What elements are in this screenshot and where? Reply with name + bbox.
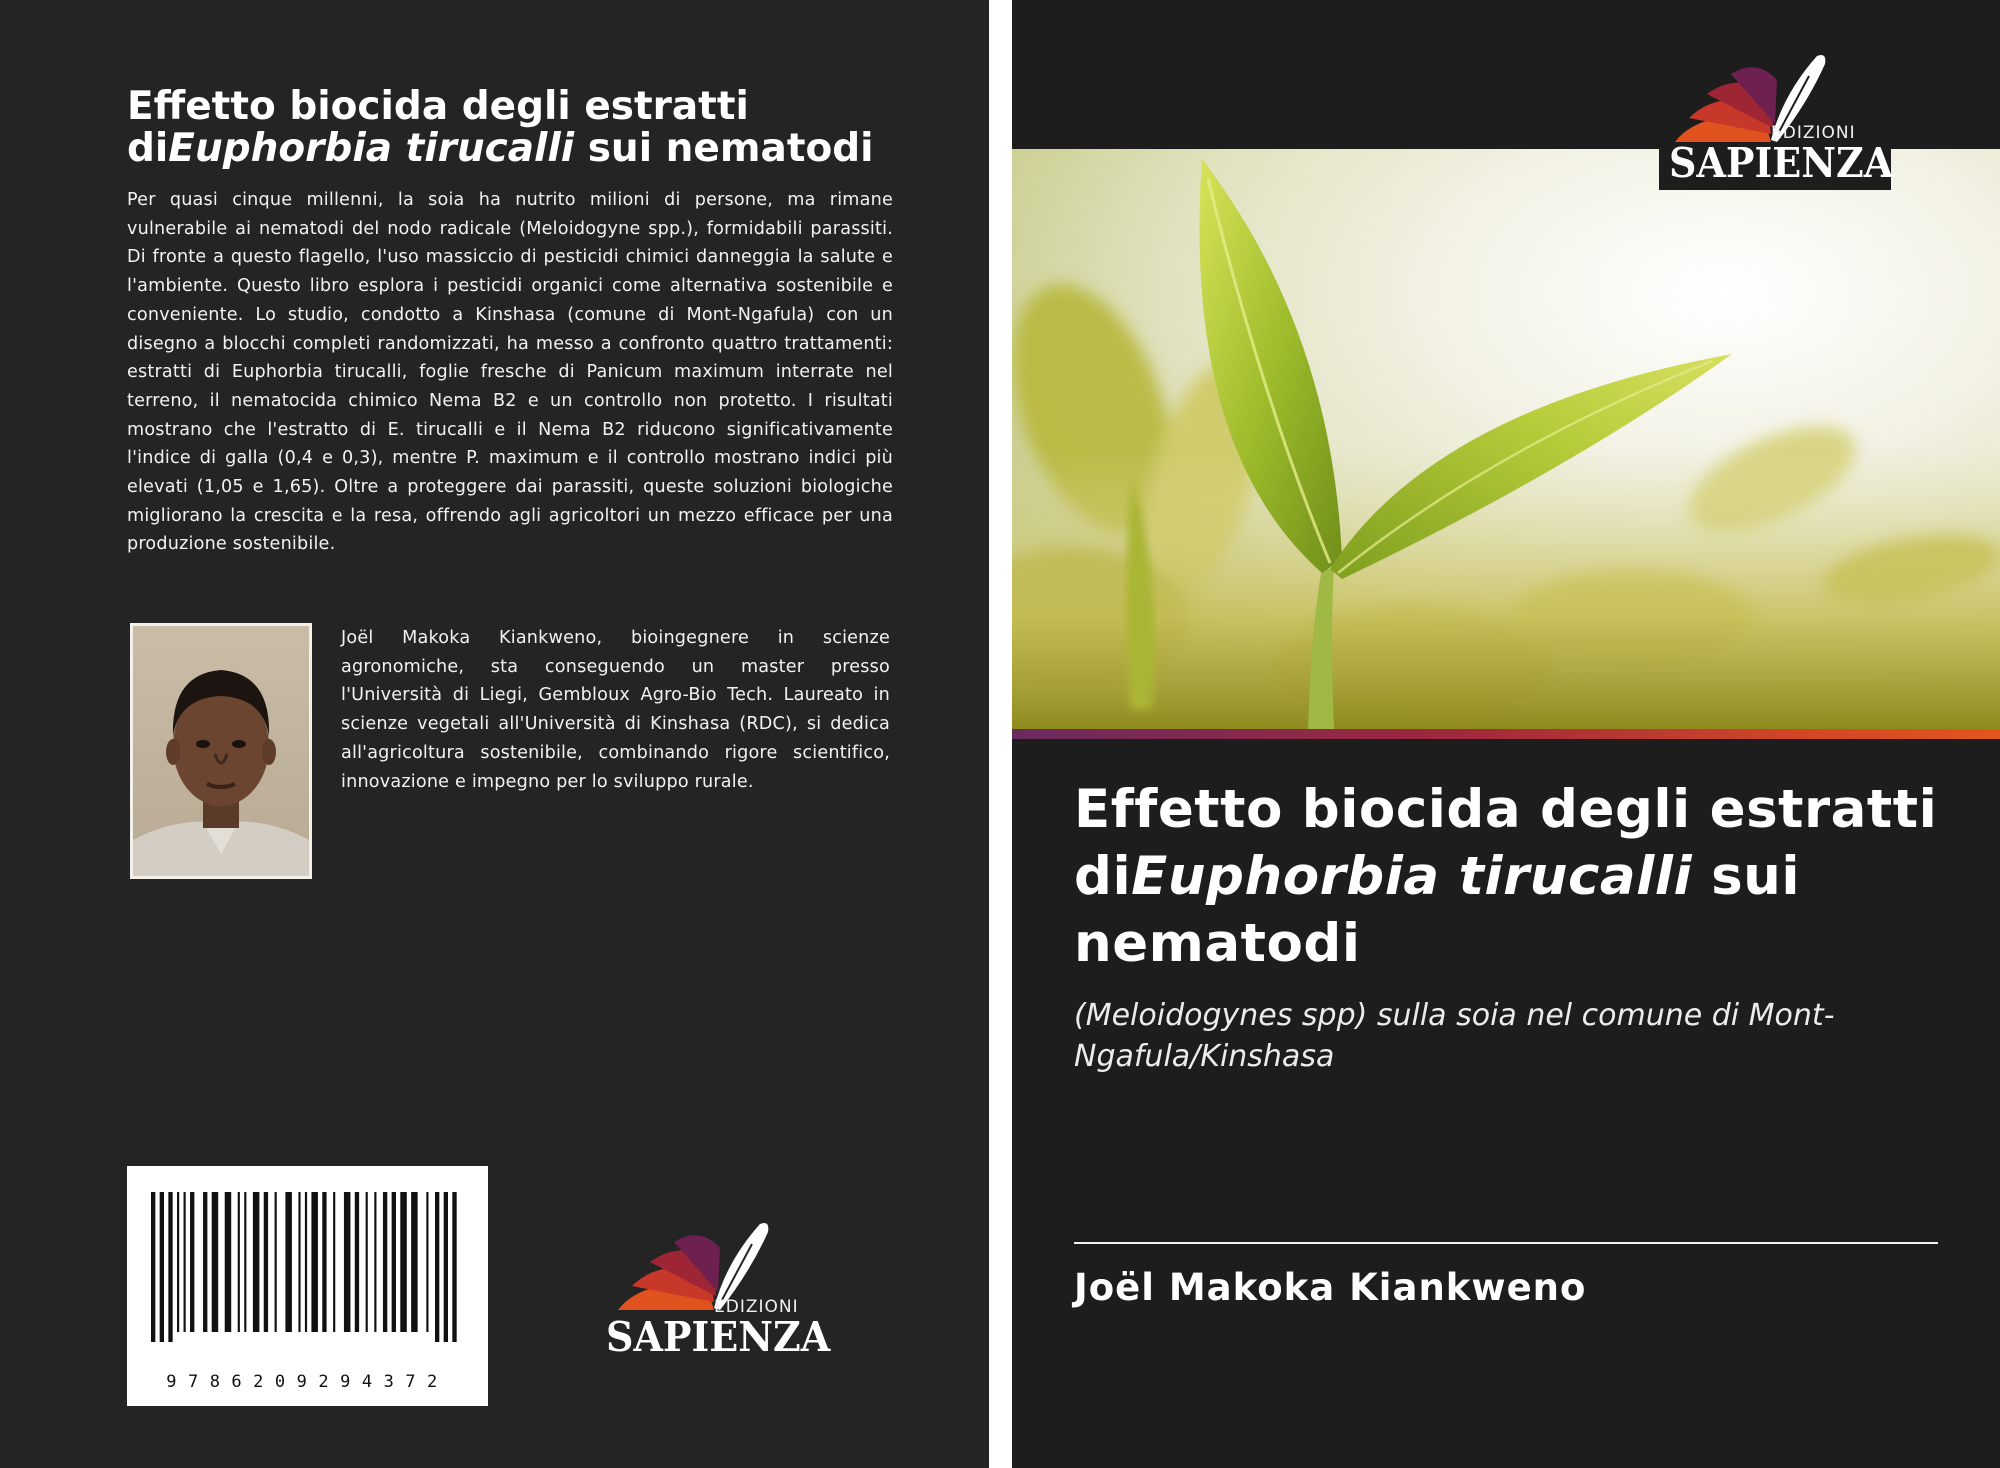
publisher-name-small: EDIZIONI: [714, 1297, 799, 1317]
barcode-bar: [392, 1192, 396, 1332]
barcode-bar: [212, 1192, 219, 1332]
back-cover-title: Effetto biocida degli estratti diEuphorbia tirucalli sui nematodi: [127, 84, 874, 171]
barcode-bar: [344, 1192, 351, 1332]
barcode-bar: [184, 1192, 186, 1332]
isbn-number: 9786209294372: [166, 1372, 449, 1392]
barcode-bar: [244, 1192, 246, 1332]
front-cover: [1012, 0, 2000, 1468]
barcode-bar: [253, 1192, 260, 1332]
barcode-bar: [322, 1192, 326, 1332]
barcode-bar: [452, 1192, 456, 1342]
barcode-bar: [285, 1192, 292, 1332]
front-cover-author: Joël Makoka Kiankweno: [1074, 1266, 1587, 1309]
accent-bar: [1012, 729, 2000, 739]
barcode-bar: [168, 1192, 172, 1342]
barcode-bar: [366, 1192, 368, 1332]
barcode-bar: [333, 1192, 335, 1332]
barcode-bar: [305, 1192, 307, 1332]
seedling-photo: [1012, 149, 2000, 729]
publisher-name-big: SAPIENZA: [1669, 138, 1894, 187]
front-cover-title: Effetto biocida degli estratti diEuphorbia tirucalli sui nematodi: [1074, 779, 1938, 974]
back-publisher-logo: [602, 1222, 831, 1362]
isbn-barcode: [127, 1166, 488, 1406]
barcode-bar: [444, 1192, 448, 1342]
back-cover-blurb: Per quasi cinque millenni, la soia ha nutrito milioni di persone, ma rimane vulnerabile ai nematodi del nodo radicale (Meloidogyne spp.), formidabili parassiti. Di fronte a questo flagello, l'uso massiccio di pesticidi chimici danneggia la salute e l'ambiente. Questo libro esplora i pesticidi organici come alternativa sostenibile e conveniente. Lo studio, condotto a Kinshasa (comune di Mont-Ngafula) con un disegno a blocchi completi randomizzati, ha messo a confronto quattro trattamenti: estratti di Euphorbia tirucalli, foglie fresche di Panicum maximum interrate nel terreno, il nematocida chimico Nema B2 e un controllo non protetto. I risultati mostrano che l'estratto di E. tirucalli e il Nema B2 riducono significativamente l'indice di galla (0,4 e 0,3), mentre P. maximum e il controllo mostrano indici più elevati (1,05 e 1,65). Oltre a proteggere dai parassiti, queste soluzioni biologiche migliorano la crescita e la resa, offrendo agli agricoltori un mezzo efficace per una produzione sostenibile.: [127, 190, 893, 555]
barcode-bar: [426, 1192, 428, 1332]
back-cover: [0, 0, 989, 1468]
barcode-bar: [311, 1192, 318, 1332]
barcode-bar: [435, 1192, 439, 1342]
publisher-name-big: SAPIENZA: [606, 1312, 831, 1361]
barcode-bar: [160, 1192, 164, 1342]
barcode-bar: [411, 1192, 418, 1332]
barcode-bar: [383, 1192, 387, 1332]
barcode-bar: [177, 1192, 179, 1332]
author-bio: Joël Makoka Kiankweno, bioingegnere in scienze agronomiche, sta conseguendo un master presso l'Università di Liegi, Gembloux Agro-Bio Tech. Laureato in scienze vegetali all'Università di Kinshasa (RDC), si dedica all'agricoltura sostenibile, combinando rigore scientifico, innovazione e impegno per lo sviluppo rurale.: [341, 628, 890, 792]
spine-gap: [989, 0, 1012, 1468]
barcode-bar: [298, 1192, 300, 1332]
barcode-bar: [275, 1192, 277, 1332]
front-publisher-logo: [1659, 54, 1894, 190]
publisher-name-small: EDIZIONI: [1771, 123, 1856, 143]
barcode-bar: [264, 1192, 268, 1332]
barcode-bar: [355, 1192, 359, 1332]
barcode-bar: [400, 1192, 407, 1332]
barcode-bar: [374, 1192, 376, 1332]
barcode-bar: [190, 1192, 194, 1332]
barcode-bar: [238, 1192, 240, 1332]
barcode-bars: [149, 1192, 465, 1342]
front-cover-subtitle: (Meloidogynes spp) sulla soia nel comune di Mont-Ngafula/Kinshasa: [1074, 998, 1835, 1074]
barcode-bar: [203, 1192, 207, 1332]
barcode-bar: [151, 1192, 155, 1342]
barcode-bar: [225, 1192, 232, 1332]
author-portrait: [130, 623, 312, 879]
author-divider: [1074, 1242, 1938, 1244]
